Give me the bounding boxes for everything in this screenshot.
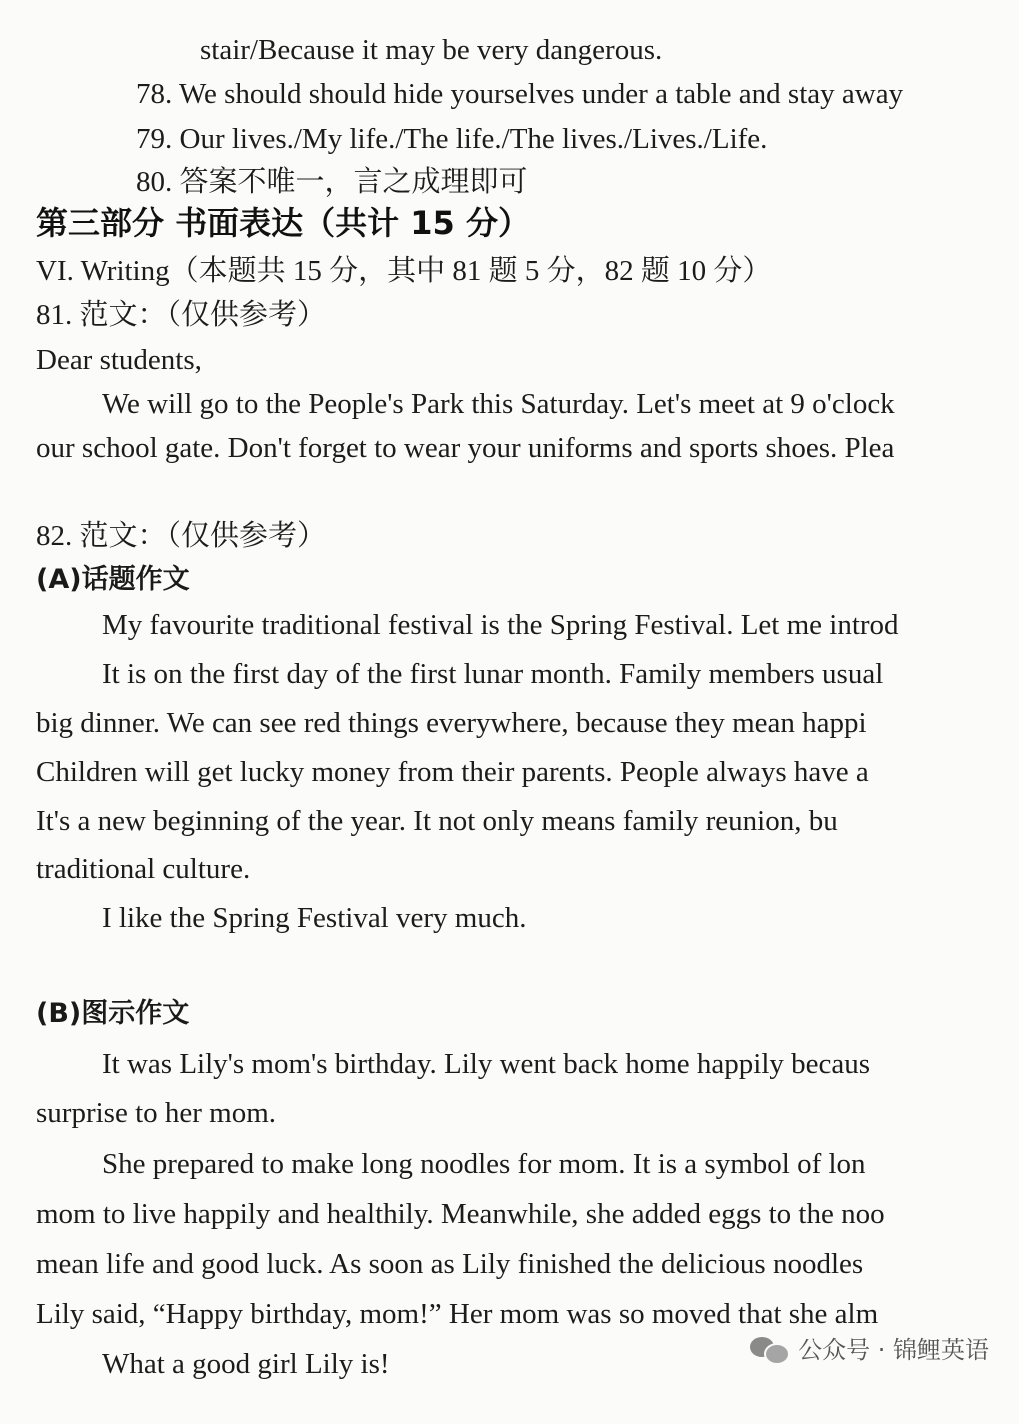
answer-79: 79. Our lives./My life./The life./The lives./Lives./Life. xyxy=(136,123,768,155)
q82-a-line-3: big dinner. We can see red things everywhere, because they mean happi xyxy=(36,707,867,739)
q82-a-line-7: I like the Spring Festival very much. xyxy=(102,902,527,934)
q82-a-line-6: traditional culture. xyxy=(36,853,251,885)
q81-body-line-2: our school gate. Don't forget to wear your uniforms and sports shoes. Plea xyxy=(36,432,895,464)
writing-label: VI. Writing（本题共 15 分，其中 81 题 5 分，82 题 10 分） xyxy=(36,255,772,287)
q82-b-line-6: Lily said, “Happy birthday, mom!” Her mom was so moved that she alm xyxy=(36,1298,879,1330)
q82-b-line-2: surprise to her mom. xyxy=(36,1097,277,1129)
q81-body-line-1: We will go to the People's Park this Saturday. Let's meet at 9 o'clock xyxy=(102,388,895,420)
q82-b-title: (B)图示作文 xyxy=(36,998,190,1029)
q82-a-line-5: It's a new beginning of the year. It not only means family reunion, bu xyxy=(36,805,838,837)
q82-a-line-2: It is on the first day of the first lunar month. Family members usual xyxy=(102,658,884,690)
q82-a-line-1: My favourite traditional festival is the Spring Festival. Let me introd xyxy=(102,609,899,641)
wechat-logo-icon xyxy=(750,1333,788,1363)
answer-78: 78. We should should hide yourselves under a table and stay away xyxy=(136,78,904,110)
q81-label: 81. 范文：（仅供参考） xyxy=(36,299,327,331)
watermark-text: 公众号 · 锦鲤英语 xyxy=(798,1336,989,1364)
q81-greeting: Dear students, xyxy=(36,344,202,376)
section-3-title: 第三部分 书面表达（共计 15 分） xyxy=(36,204,530,242)
q82-b-line-7: What a good girl Lily is! xyxy=(102,1348,390,1380)
q82-a-line-4: Children will get lucky money from their parents. People always have a xyxy=(36,756,869,788)
watermark xyxy=(750,1330,989,1365)
q82-b-line-5: mean life and good luck. As soon as Lily finished the delicious noodles xyxy=(36,1248,864,1280)
answer-80: 80. 答案不唯一，言之成理即可 xyxy=(136,166,528,198)
answer-77-continuation: stair/Because it may be very dangerous. xyxy=(200,34,663,66)
q82-a-title: (A)话题作文 xyxy=(36,564,190,595)
q82-label: 82. 范文：（仅供参考） xyxy=(36,520,327,552)
q82-b-line-1: It was Lily's mom's birthday. Lily went back home happily becaus xyxy=(102,1048,871,1080)
q82-b-line-4: mom to live happily and healthily. Meanwhile, she added eggs to the noo xyxy=(36,1198,885,1230)
q82-b-line-3: She prepared to make long noodles for mom. It is a symbol of lon xyxy=(102,1148,866,1180)
